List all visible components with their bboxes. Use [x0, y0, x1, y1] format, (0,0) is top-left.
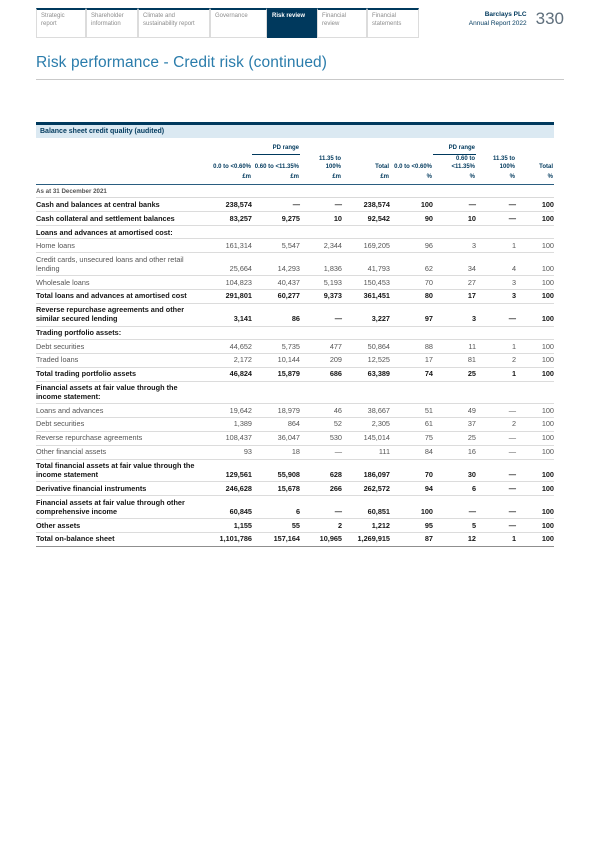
row-value: 60,845: [229, 506, 252, 516]
col-header: 11.35 to 100%: [492, 155, 515, 170]
row-value: 1,212: [371, 520, 390, 530]
row-value: 18,979: [277, 405, 300, 415]
row-label: Total on-balance sheet: [36, 534, 115, 544]
row-value: —: [508, 405, 516, 415]
row-value: 38,667: [367, 405, 390, 415]
table-row: [36, 519, 554, 533]
row-value: 17: [424, 355, 433, 365]
row-value: 100: [541, 534, 554, 544]
row-value: 864: [287, 419, 300, 429]
row-value: 150,453: [363, 277, 390, 287]
unit-spacer: [36, 181, 204, 183]
page-header: [36, 8, 564, 38]
row-value: 62: [424, 263, 433, 273]
row-value: 157,164: [273, 534, 300, 544]
row-value: 266: [329, 483, 342, 493]
row-value: 100: [541, 483, 554, 493]
row-label: Total loans and advances at amortised cost: [36, 291, 187, 301]
row-value: —: [468, 506, 476, 516]
unit-label: £m: [380, 174, 389, 181]
row-value: 477: [329, 341, 342, 351]
row-value: —: [508, 199, 516, 209]
row-value: 1: [511, 341, 516, 351]
balance-sheet-credit-quality-table: [36, 122, 554, 547]
row-label: Total financial assets at fair value through the income statement: [36, 461, 195, 479]
row-value: 530: [329, 433, 342, 443]
row-value: 262,572: [363, 483, 390, 493]
row-value: 1,269,915: [357, 534, 390, 544]
row-value: —: [508, 213, 516, 223]
row-label: Wholesale loans: [36, 277, 90, 287]
row-value: 5: [471, 520, 476, 530]
row-value: —: [508, 314, 516, 324]
row-value: 3: [471, 314, 476, 324]
row-value: 100: [541, 405, 554, 415]
row-label: Other financial assets: [36, 447, 107, 457]
row-value: 100: [541, 469, 554, 479]
row-label: Credit cards, unsecured loans and other retail lending: [36, 254, 184, 273]
row-label: Reverse repurchase agreements: [36, 433, 143, 443]
nav-tab-active[interactable]: Risk review: [267, 8, 317, 38]
row-value: 1: [511, 369, 516, 379]
row-value: 61: [424, 419, 433, 429]
row-value: 9,275: [281, 213, 300, 223]
row-value: 145,014: [363, 433, 390, 443]
column-headers-row: [36, 155, 554, 173]
row-value: 2,344: [323, 240, 342, 250]
row-value: 97: [424, 314, 433, 324]
row-value: 100: [541, 369, 554, 379]
row-value: 1,101,786: [219, 534, 252, 544]
row-value: —: [508, 447, 516, 457]
row-value: 50,864: [367, 341, 390, 351]
row-value: —: [292, 199, 300, 209]
row-value: —: [508, 483, 516, 493]
row-value: —: [508, 520, 516, 530]
table-row: [36, 368, 554, 382]
row-label: Debt securities: [36, 341, 85, 351]
row-label: Financial assets at fair value through other comprehensive income: [36, 497, 185, 516]
row-value: 9,373: [323, 291, 342, 301]
row-value: —: [508, 433, 516, 443]
row-value: 5,547: [281, 240, 300, 250]
unit-label: £m: [290, 174, 299, 181]
row-value: 25: [467, 369, 476, 379]
row-value: 86: [291, 314, 300, 324]
col-header: 0.60 to <11.35%: [451, 155, 475, 170]
row-value: 51: [424, 405, 433, 415]
pd-range-spacer: [342, 153, 390, 155]
row-value: 63,389: [367, 369, 390, 379]
row-value: 3,227: [371, 314, 390, 324]
row-value: 18: [291, 447, 300, 457]
row-value: 100: [541, 419, 554, 429]
row-value: —: [334, 506, 342, 516]
row-value: 27: [467, 277, 476, 287]
row-value: 100: [541, 433, 554, 443]
row-value: 6: [471, 483, 476, 493]
row-value: 100: [541, 341, 554, 351]
row-value: 44,652: [229, 341, 252, 351]
row-value: 40,437: [277, 277, 300, 287]
row-value: 6: [295, 506, 300, 516]
row-value: 49: [467, 405, 476, 415]
row-label: Cash collateral and settlement balances: [36, 213, 175, 223]
pd-range-label: PD range: [252, 144, 300, 155]
row-value: 100: [541, 213, 554, 223]
col-header: Total: [539, 163, 553, 170]
col-header: Total: [375, 163, 389, 170]
row-label: Home loans: [36, 240, 75, 250]
as-at-label: As at 31 December 2021: [36, 187, 107, 195]
col-header: 0.0 to <0.60%: [394, 163, 432, 170]
row-value: 25,664: [229, 263, 252, 273]
row-value: 34: [467, 263, 476, 273]
row-value: 1,389: [233, 419, 252, 429]
table-row: [36, 533, 554, 547]
pd-range-spacer: [390, 153, 433, 155]
brand-report: Annual Report 2022: [468, 20, 527, 28]
row-value: 161,314: [225, 240, 252, 250]
row-value: 100: [420, 506, 433, 516]
row-value: 1,155: [233, 520, 252, 530]
row-label: Traded loans: [36, 355, 79, 365]
row-value: 84: [424, 447, 433, 457]
row-value: 111: [378, 447, 390, 457]
row-value: —: [334, 199, 342, 209]
table-row: [36, 212, 554, 226]
row-value: 80: [424, 291, 433, 301]
row-value: 70: [424, 277, 433, 287]
row-value: 52: [333, 419, 342, 429]
row-value: 41,793: [367, 263, 390, 273]
row-value: 5,193: [323, 277, 342, 287]
row-label: Trading portfolio assets:: [36, 328, 122, 338]
pd-range-spacer: [516, 153, 554, 155]
row-value: 1: [511, 240, 516, 250]
row-value: 100: [541, 447, 554, 457]
nav-tab[interactable]: Financial review: [317, 8, 367, 38]
row-value: 17: [467, 291, 476, 301]
table-row: [36, 276, 554, 290]
row-value: 5,735: [281, 341, 300, 351]
row-value: 12,525: [367, 355, 390, 365]
row-value: 104,823: [225, 277, 252, 287]
unit-label: £m: [332, 174, 341, 181]
row-value: 11: [468, 341, 476, 351]
col-header: 0.60 to <11.35%: [254, 163, 299, 170]
table-row: [36, 253, 554, 276]
row-value: 10,965: [319, 534, 342, 544]
row-value: 100: [541, 277, 554, 287]
table-row: [36, 304, 554, 327]
row-value: 10: [333, 213, 342, 223]
row-value: 2: [511, 355, 516, 365]
row-value: 3: [511, 277, 516, 287]
nav-tab[interactable]: Climate and sustainability report: [138, 8, 210, 38]
row-label: Debt securities: [36, 419, 85, 429]
row-value: 12: [467, 534, 476, 544]
table-row: [36, 382, 554, 404]
pd-range-spacer: [204, 153, 252, 155]
brand-name: Barclays PLC: [484, 11, 527, 18]
row-value: 1,836: [323, 263, 342, 273]
row-value: —: [508, 506, 516, 516]
nav-tab[interactable]: Strategic report: [36, 8, 86, 38]
row-value: 93: [243, 447, 252, 457]
row-value: 81: [467, 355, 476, 365]
row-value: 246,628: [225, 483, 252, 493]
nav-tab[interactable]: Governance: [210, 8, 267, 38]
row-value: 70: [424, 469, 433, 479]
row-value: 3: [471, 240, 476, 250]
pd-range-spacer: [36, 153, 204, 155]
table-row: [36, 446, 554, 460]
row-label: Reverse repurchase agreements and other similar secured lending: [36, 305, 185, 324]
row-value: 108,437: [225, 433, 252, 443]
unit-label: %: [469, 174, 475, 181]
row-value: 100: [541, 506, 554, 516]
row-value: 87: [424, 534, 433, 544]
row-label: Other assets: [36, 520, 81, 530]
row-value: 3: [511, 291, 516, 301]
unit-label: %: [509, 174, 515, 181]
row-value: 19,642: [229, 405, 252, 415]
row-value: 238,574: [225, 199, 252, 209]
table-caption: Balance sheet credit quality (audited): [36, 122, 554, 138]
row-value: 100: [541, 355, 554, 365]
row-label: Cash and balances at central banks: [36, 199, 160, 209]
row-value: 46: [333, 405, 342, 415]
title-divider: [36, 79, 564, 80]
row-value: —: [334, 447, 342, 457]
row-value: 94: [424, 483, 433, 493]
row-value: 238,574: [363, 199, 390, 209]
row-value: 10: [467, 213, 476, 223]
unit-label: %: [426, 174, 432, 181]
row-value: —: [508, 469, 516, 479]
row-value: 15,678: [277, 483, 300, 493]
row-value: 25: [467, 433, 476, 443]
row-value: 2: [337, 520, 342, 530]
row-value: 88: [424, 341, 433, 351]
row-value: 83,257: [229, 213, 252, 223]
row-value: 209: [329, 355, 342, 365]
row-value: 30: [467, 469, 476, 479]
row-value: 100: [541, 520, 554, 530]
row-value: 55: [291, 520, 300, 530]
row-value: 361,451: [363, 291, 390, 301]
row-value: 100: [420, 199, 433, 209]
row-value: 2,305: [371, 419, 390, 429]
row-label: Loans and advances at amortised cost:: [36, 227, 173, 237]
table-row: [36, 482, 554, 496]
row-label: Derivative financial instruments: [36, 483, 147, 493]
row-value: 1: [511, 534, 516, 544]
row-value: 46,824: [229, 369, 252, 379]
nav-tab[interactable]: Financial statements: [367, 8, 419, 38]
as-at-row: [36, 185, 554, 198]
table-row: [36, 198, 554, 212]
col-header: 11.35 to 100%: [318, 155, 341, 170]
table-row: [36, 226, 554, 239]
row-value: 92,542: [367, 213, 390, 223]
row-value: 100: [541, 314, 554, 324]
row-value: 291,801: [225, 291, 252, 301]
nav-tab[interactable]: Shareholder information: [86, 8, 138, 38]
row-value: 95: [424, 520, 433, 530]
unit-label: %: [547, 174, 553, 181]
table-row: [36, 239, 554, 253]
table-row: [36, 496, 554, 519]
unit-label: £m: [242, 174, 251, 181]
row-value: 36,047: [277, 433, 300, 443]
table-row: [36, 340, 554, 354]
row-value: 14,293: [277, 263, 300, 273]
row-value: 100: [541, 291, 554, 301]
units-row: [36, 173, 554, 185]
table-row: [36, 460, 554, 483]
row-value: 96: [424, 240, 433, 250]
page-title: Risk performance - Credit risk (continued): [36, 54, 328, 71]
row-value: 10,144: [277, 355, 300, 365]
col-header: 0.0 to <0.60%: [213, 163, 251, 170]
row-label: Financial assets at fair value through the income statement:: [36, 383, 178, 402]
row-value: 16: [467, 447, 476, 457]
row-value: 2,172: [233, 355, 252, 365]
row-value: 60,851: [367, 506, 390, 516]
row-label: Total trading portfolio assets: [36, 369, 137, 379]
row-value: —: [468, 199, 476, 209]
row-value: 90: [424, 213, 433, 223]
table-body: [36, 198, 554, 547]
row-value: 75: [424, 433, 433, 443]
table-row: [36, 418, 554, 432]
table-row: [36, 327, 554, 340]
row-label: Loans and advances: [36, 405, 104, 415]
pd-range-label: PD range: [433, 144, 476, 155]
row-value: 37: [467, 419, 476, 429]
row-value: 169,205: [363, 240, 390, 250]
row-value: 100: [541, 263, 554, 273]
row-value: 2: [511, 419, 516, 429]
table-row: [36, 432, 554, 446]
row-value: 186,097: [363, 469, 390, 479]
row-value: 74: [424, 369, 433, 379]
table-row: [36, 404, 554, 418]
page-number: 330: [535, 9, 564, 28]
row-value: 100: [541, 199, 554, 209]
row-value: 628: [329, 469, 342, 479]
row-value: 100: [541, 240, 554, 250]
pd-range-row: [36, 138, 554, 155]
header-nav: [36, 8, 419, 38]
col-header-spacer: [36, 170, 204, 172]
table-row: [36, 354, 554, 368]
row-value: 55,908: [277, 469, 300, 479]
table-row: [36, 290, 554, 304]
brand-block: [469, 8, 527, 28]
row-value: 15,879: [277, 369, 300, 379]
row-value: 129,561: [225, 469, 252, 479]
row-value: 3,141: [233, 314, 252, 324]
row-value: 4: [511, 263, 516, 273]
row-value: 60,277: [277, 291, 300, 301]
row-value: —: [334, 314, 342, 324]
row-value: 686: [329, 369, 342, 379]
